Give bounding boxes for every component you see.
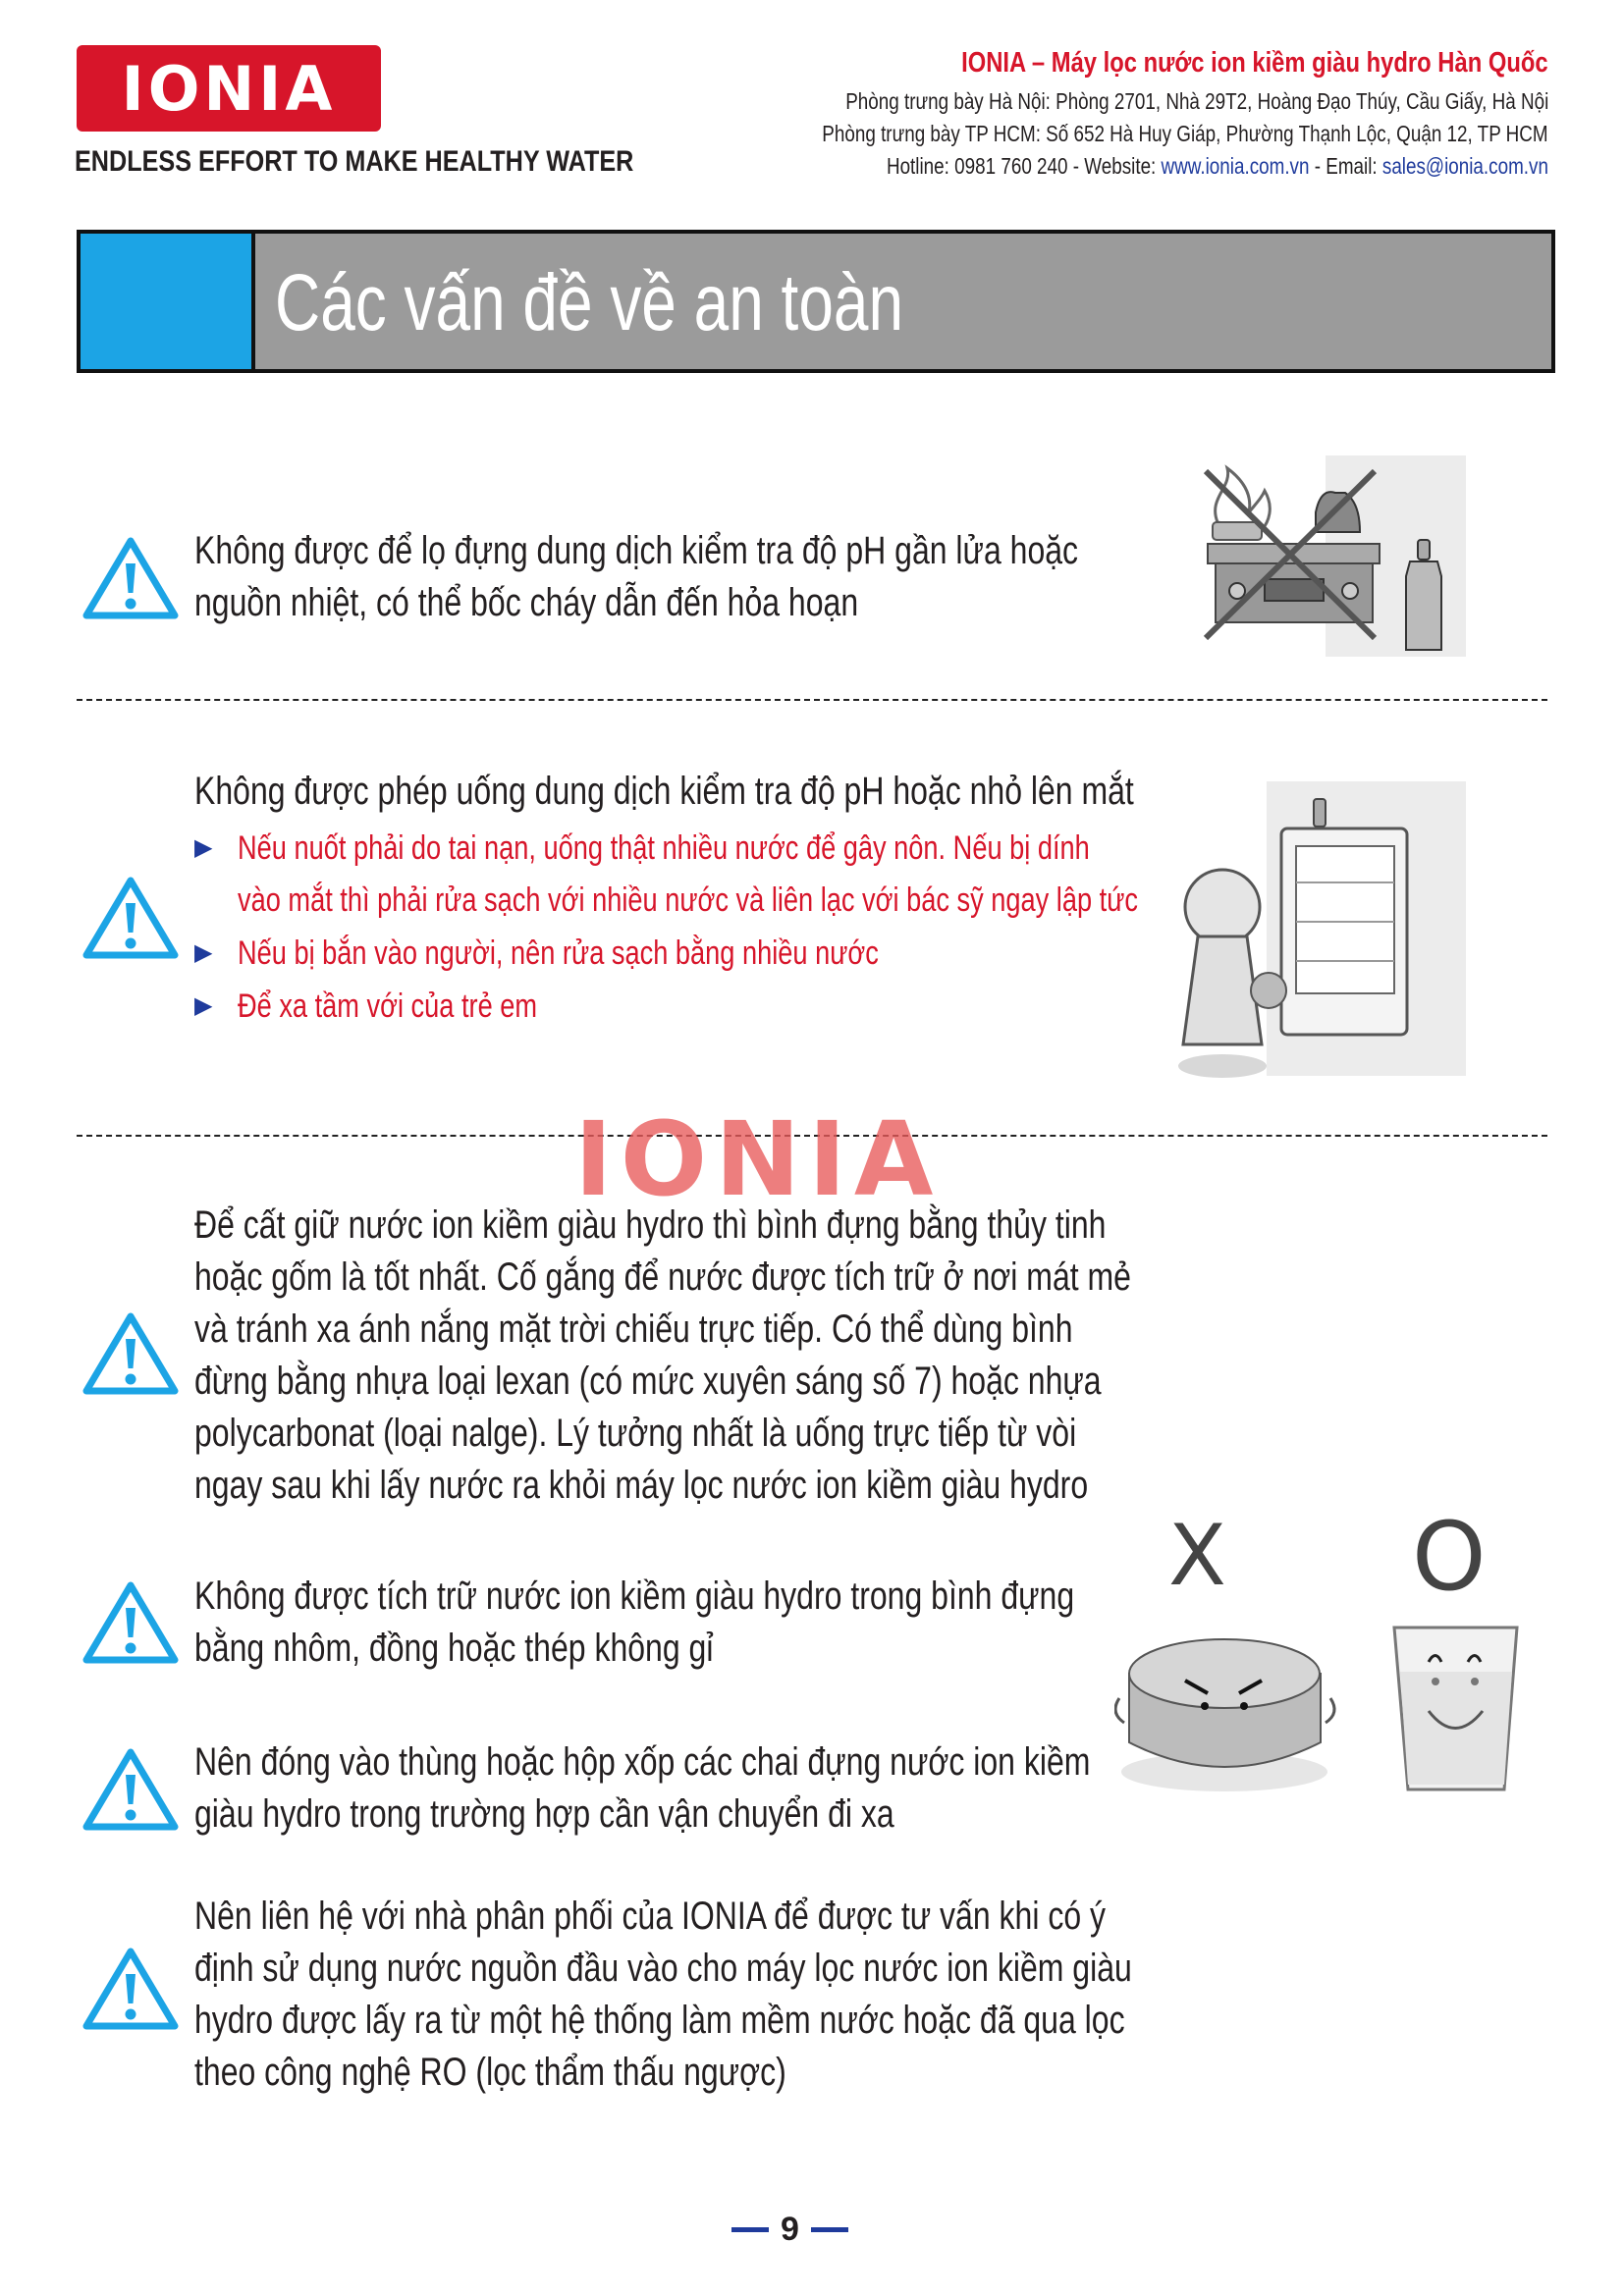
right-mark: O	[1412, 1502, 1487, 1612]
text-line: hydro được lấy ra từ một hệ thống làm mềm nước hoặc đã qua lọc	[194, 1999, 1125, 2042]
warning-icon	[81, 1580, 180, 1665]
page-number-rule	[731, 2227, 769, 2232]
text-line: Nên liên hệ với nhà phân phối của IONIA để được tư vấn khi có ý	[194, 1895, 1106, 1938]
warning-4-text	[194, 1571, 1074, 1675]
email-label: - Email:	[1309, 153, 1382, 179]
text-line: đừng bằng nhựa loại lexan (có mức xuyên sáng số 7) hoặc nhựa	[194, 1360, 1102, 1403]
contact-line	[887, 153, 1548, 180]
warning-icon	[81, 1311, 180, 1396]
showroom-hcm: Phòng trưng bày TP HCM: Số 652 Hà Huy Giáp, Phường Thạnh Lộc, Quận 12, TP HCM	[822, 121, 1548, 146]
warning-2-text: Không được phép uống dung dịch kiểm tra độ pH hoặc nhỏ lên mắt	[194, 770, 1134, 813]
warning-1-text	[194, 525, 1078, 629]
warning-icon	[81, 1947, 180, 2031]
child-cabinet-illustration	[1178, 779, 1468, 1084]
logo-text: IONIA	[121, 52, 337, 125]
hotline-label: Hotline: 0981 760 240 - Website:	[886, 153, 1162, 179]
text-line: theo công nghệ RO (lọc thẩm thấu ngược)	[194, 2051, 786, 2094]
text-line: Để cất giữ nước ion kiềm giàu hydro thì bình đựng bằng thủy tinh	[194, 1203, 1107, 1247]
bullet-arrow-icon: ▶	[194, 834, 213, 861]
text-line: và tránh xa ánh nắng mặt trời chiếu trực tiếp. Có thể dùng bình	[194, 1308, 1073, 1351]
website-link[interactable]: www.ionia.com.vn	[1161, 153, 1310, 179]
warning-icon	[81, 876, 180, 960]
text-line: polycarbonat (loại nalge). Lý tưởng nhất là uống trực tiếp từ vòi	[194, 1412, 1077, 1455]
warning-3-text	[194, 1200, 1131, 1512]
page-number-value: 9	[781, 2211, 799, 2248]
text-line: bằng nhôm, đồng hoặc thép không gỉ	[194, 1627, 714, 1670]
glass-of-water-illustration	[1384, 1618, 1527, 1799]
metal-pot-illustration	[1114, 1620, 1345, 1796]
text-line: hoặc gốm là tốt nhất. Cố gắng để nước được tích trữ ở nơi mát mẻ	[194, 1255, 1131, 1299]
text-line: ngay sau khi lấy nước ra khỏi máy lọc nước ion kiềm giàu hydro	[194, 1464, 1089, 1507]
text-line: Không được tích trữ nước ion kiềm giàu hydro trong bình đựng	[194, 1575, 1075, 1618]
text-line: giàu hydro trong trường hợp cần vận chuyển đi xa	[194, 1792, 894, 1836]
bullet-arrow-icon: ▶	[194, 939, 213, 966]
bullet-line: Để xa tầm với của trẻ em	[238, 988, 538, 1025]
stove-fire-illustration	[1178, 454, 1468, 660]
bullet-line: Nếu nuốt phải do tai nạn, uống thật nhiều nước để gây nôn. Nếu bị dính	[238, 829, 1090, 867]
wrong-mark: X	[1168, 1507, 1226, 1605]
title-accent-block	[81, 234, 255, 369]
company-name: IONIA – Máy lọc nước ion kiềm giàu hydro Hàn Quốc	[961, 47, 1548, 79]
page-number-rule	[811, 2227, 848, 2232]
ionia-logo	[77, 45, 381, 132]
text-line: Không được để lọ đựng dung dịch kiểm tra độ pH gần lửa hoặc	[194, 529, 1079, 572]
showroom-hanoi: Phòng trưng bày Hà Nội: Phòng 2701, Nhà 29T2, Hoàng Đạo Thúy, Cầu Giấy, Hà Nội	[844, 88, 1548, 114]
text-line: định sử dụng nước nguồn đầu vào cho máy lọc nước ion kiềm giàu	[194, 1947, 1132, 1990]
warning-6-text	[194, 1891, 1132, 2099]
warning-5-text	[194, 1736, 1090, 1841]
text-line: nguồn nhiệt, có thể bốc cháy dẫn đến hỏa hoạn	[194, 581, 859, 624]
text-line: Nên đóng vào thùng hoặc hộp xốp các chai đựng nước ion kiềm	[194, 1740, 1091, 1784]
tagline: ENDLESS EFFORT TO MAKE HEALTHY WATER	[75, 145, 634, 178]
page-title: Các vấn đề về an toàn	[275, 258, 904, 347]
bullet-line-continued: vào mắt thì phải rửa sạch với nhiều nước và liên lạc với bác sỹ ngay lập tức	[238, 881, 1139, 919]
bullet-line: Nếu bị bắn vào người, nên rửa sạch bằng nhiều nước	[238, 934, 879, 972]
page-number	[731, 2211, 848, 2249]
email-link[interactable]: sales@ionia.com.vn	[1381, 153, 1548, 179]
section-divider	[77, 699, 1547, 701]
warning-icon	[81, 1747, 180, 1832]
warning-icon	[81, 536, 180, 620]
bullet-arrow-icon: ▶	[194, 992, 213, 1019]
ionia-watermark: IONIA	[574, 1099, 942, 1219]
